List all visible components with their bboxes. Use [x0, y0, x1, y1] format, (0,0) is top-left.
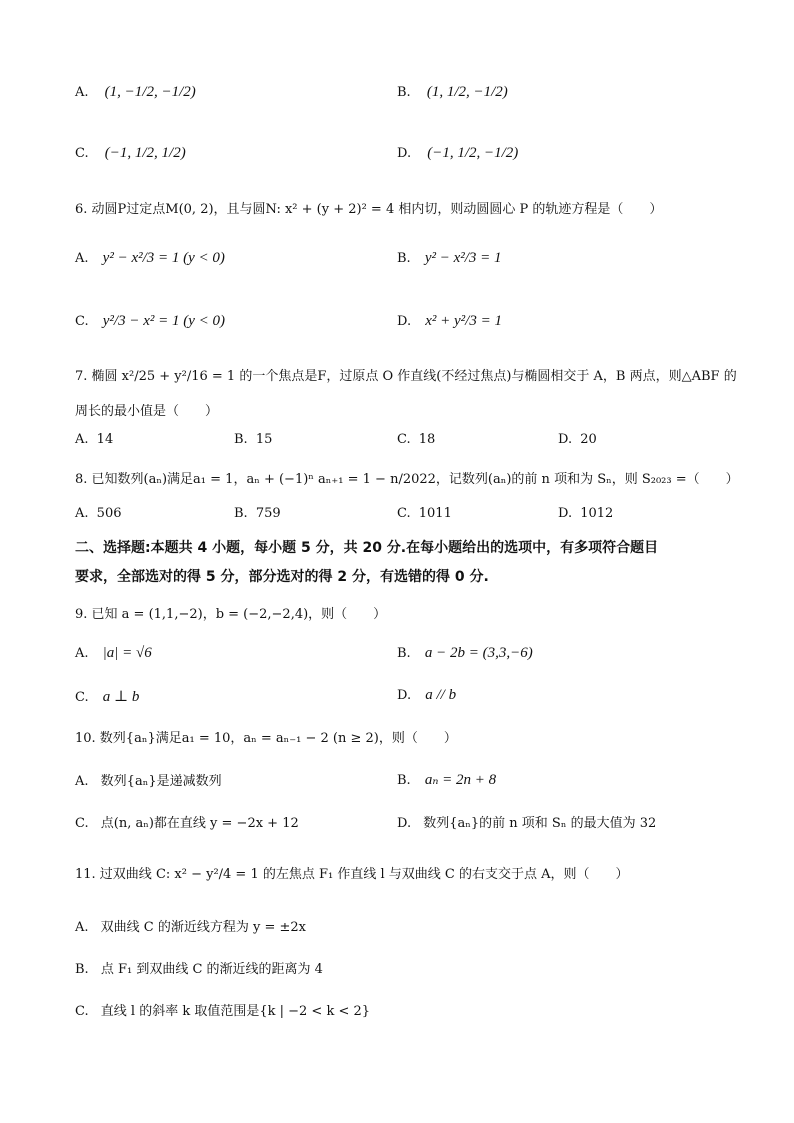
q10-stem: 10. 数列{aₙ}满足a₁ = 10，aₙ = aₙ₋₁ − 2 (n ≥ 2)，则（ ） [75, 731, 457, 746]
q8-option-c [397, 506, 452, 521]
q9-stem: 9. 已知 a = (1,1,−2)，b = (−2,−2,4)，则（ ） [75, 607, 387, 622]
option-label: D. [558, 432, 573, 447]
q9-option-d [397, 687, 456, 704]
option-expr: a − 2b = (3,3,−6) [424, 645, 533, 661]
option-expr: 14 [96, 432, 114, 447]
option-expr: 1012 [580, 506, 614, 521]
option-label: C. [75, 1004, 89, 1019]
option-label: A. [75, 432, 89, 447]
q5-option-b [397, 84, 508, 101]
option-label: A. [75, 774, 89, 789]
option-expr: 506 [96, 506, 122, 521]
q6-option-a [75, 250, 225, 267]
option-label: C. [397, 506, 411, 521]
option-label: B. [234, 432, 248, 447]
option-expr: 15 [255, 432, 273, 447]
q5-option-c [75, 145, 186, 162]
q7-option-d [558, 432, 597, 447]
q6-option-b [397, 250, 502, 267]
option-label: B. [234, 506, 248, 521]
option-label: A. [75, 920, 89, 935]
option-label: D. [397, 314, 412, 329]
q11-stem: 11. 过双曲线 C: x² − y²/4 = 1 的左焦点 F₁ 作直线 l 与双曲线 C 的右支交于点 A，则（ ） [75, 867, 629, 882]
q6-option-c [75, 313, 225, 330]
q11-option-c [75, 1000, 370, 1019]
option-label: C. [75, 690, 89, 705]
q8-option-a [75, 506, 122, 521]
option-label: D. [397, 146, 412, 161]
q10-option-c [75, 812, 299, 831]
q10-option-b [397, 770, 496, 789]
option-expr: (−1, 1/2, −1/2) [427, 145, 519, 161]
option-label: B. [397, 646, 411, 661]
option-expr: |a| = √6 [102, 645, 152, 661]
q6-option-d [397, 313, 502, 330]
q5-option-d [397, 145, 518, 162]
option-expr: y² − x²/3 = 1 (y < 0) [102, 250, 225, 266]
q7-option-b [234, 432, 272, 447]
option-expr: 直线 l 的斜率 k 取值范围是{k | −2 < k < 2} [100, 1004, 371, 1019]
q8-option-b [234, 506, 281, 521]
option-expr: 数列{aₙ}的前 n 项和 Sₙ 的最大值为 32 [423, 816, 657, 831]
option-expr: y²/3 − x² = 1 (y < 0) [102, 313, 226, 329]
q11-option-a [75, 916, 306, 935]
q11-option-b [75, 958, 323, 977]
option-expr: (−1, 1/2, 1/2) [104, 145, 186, 161]
option-expr: aₙ = 2n + 8 [424, 772, 497, 788]
option-expr: 双曲线 C 的渐近线方程为 y = ±2x [100, 920, 307, 935]
option-expr: a // b [425, 687, 457, 703]
option-expr: 759 [255, 506, 281, 521]
option-label: C. [75, 146, 89, 161]
q9-option-a [75, 645, 152, 662]
option-expr: (1, 1/2, −1/2) [426, 84, 508, 100]
q10-option-d [397, 812, 656, 831]
section2-heading-line1: 二、选择题:本题共 4 小题，每小题 5 分，共 20 分.在每小题给出的选项中，有多项符合题目 [75, 540, 659, 556]
option-label: D. [397, 688, 412, 703]
option-label: B. [75, 962, 89, 977]
option-label: D. [397, 816, 412, 831]
section2-heading-line2: 要求，全部选对的得 5 分，部分选对的得 2 分，有选错的得 0 分. [75, 569, 489, 585]
option-label: A. [75, 646, 89, 661]
option-expr: 数列{aₙ}是递减数列 [100, 774, 222, 789]
option-label: D. [558, 506, 573, 521]
option-expr: (1, −1/2, −1/2) [104, 84, 196, 100]
option-label: C. [75, 816, 89, 831]
option-expr: y² − x²/3 = 1 [424, 250, 502, 266]
option-expr: 1011 [418, 506, 452, 521]
option-expr: 18 [418, 432, 436, 447]
option-label: C. [397, 432, 411, 447]
option-label: B. [397, 773, 411, 788]
q7-option-c [397, 432, 435, 447]
option-expr: 点(n, aₙ)都在直线 y = −2x + 12 [100, 816, 299, 831]
option-label: B. [397, 85, 411, 100]
q7-stem-line1: 7. 椭圆 x²/25 + y²/16 = 1 的一个焦点是F，过原点 O 作直线(不经过焦点)与椭圆相交于 A，B 两点，则△ABF 的 [75, 369, 737, 384]
option-label: B. [397, 251, 411, 266]
q9-option-c [75, 687, 139, 706]
q5-option-a [75, 84, 196, 101]
option-label: A. [75, 251, 89, 266]
option-expr: 20 [580, 432, 597, 447]
option-expr: 点 F₁ 到双曲线 C 的渐近线的距离为 4 [100, 962, 323, 977]
q9-option-b [397, 645, 533, 662]
q8-stem: 8. 已知数列(aₙ)满足a₁ = 1，aₙ + (−1)ⁿ aₙ₊₁ = 1 − n/2022，记数列(aₙ)的前 n 项和为 Sₙ，则 S₂₀₂₃ =（ ） [75, 472, 739, 487]
option-label: C. [75, 314, 89, 329]
q7-option-a [75, 432, 113, 447]
option-expr: x² + y²/3 = 1 [425, 313, 502, 329]
q8-option-d [558, 506, 613, 521]
q7-stem-line2: 周长的最小值是（ ） [75, 404, 219, 419]
q10-option-a [75, 770, 222, 789]
q6-stem: 6. 动圆P过定点M(0, 2)，且与圆N: x² + (y + 2)² = 4 相内切，则动圆圆心 P 的轨迹方程是（ ） [75, 202, 663, 217]
option-expr: a ⊥ b [102, 689, 140, 705]
option-label: A. [75, 506, 89, 521]
option-label: A. [75, 85, 89, 100]
